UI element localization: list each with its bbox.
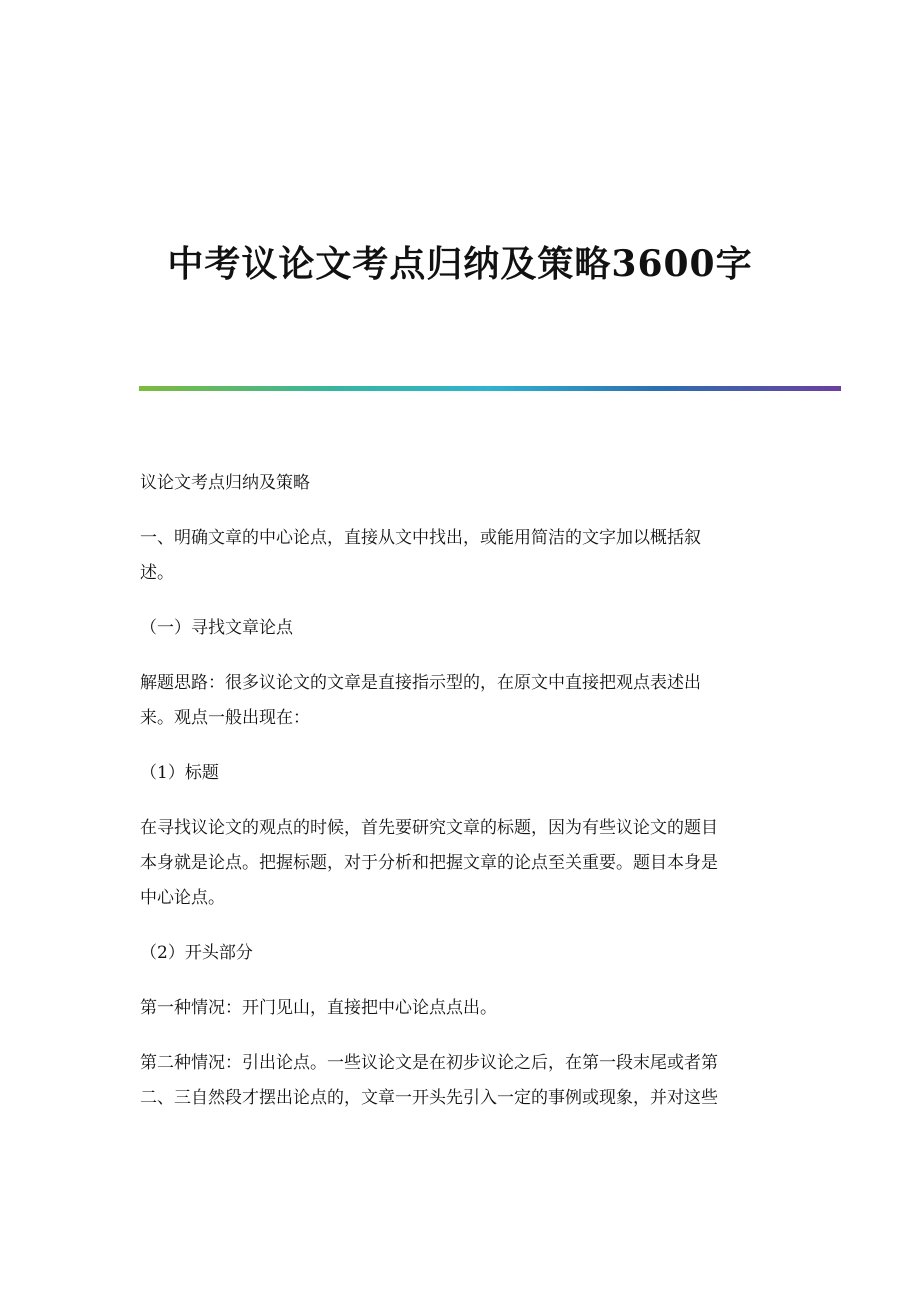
text-line: 中心论点。 [140, 888, 225, 908]
text-line: 议论文考点归纳及策略 [140, 473, 310, 493]
text-line: 本身就是论点。把握标题，对于分析和把握文章的论点至关重要。题目本身是 [140, 853, 718, 873]
text-line: 解题思路：很多议论文的文章是直接指示型的，在原文中直接把观点表述出 [140, 673, 701, 693]
text-line: （2）开头部分 [140, 943, 253, 963]
paragraph [140, 936, 772, 971]
text-line: 一、明确文章的中心论点，直接从文中找出，或能用简洁的文字加以概括叙 [140, 528, 701, 548]
paragraph [140, 466, 772, 501]
paragraph [140, 666, 772, 736]
paragraph [140, 811, 772, 916]
text-line: 第二种情况：引出论点。一些议论文是在初步议论之后，在第一段末尾或者第 [140, 1053, 718, 1073]
text-line: 来。观点一般出现在： [140, 708, 310, 728]
text-line: 在寻找议论文的观点的时候，首先要研究文章的标题，因为有些议论文的题目 [140, 818, 718, 838]
title-divider-rule [139, 386, 841, 391]
paragraph [140, 991, 772, 1026]
paragraph [140, 1046, 772, 1116]
paragraph [140, 756, 772, 791]
text-line: 述。 [140, 563, 174, 583]
text-line: （一）寻找文章论点 [140, 618, 293, 638]
paragraph [140, 521, 772, 591]
text-line: 二、三自然段才摆出论点的，文章一开头先引入一定的事例或现象，并对这些 [140, 1088, 718, 1108]
text-line: 第一种情况：开门见山，直接把中心论点点出。 [140, 998, 497, 1018]
text-line: （1）标题 [140, 763, 219, 783]
paragraph [140, 611, 772, 646]
document-title: 中考议论文考点归纳及策略3600字 [167, 243, 753, 286]
document-body [140, 466, 772, 1136]
